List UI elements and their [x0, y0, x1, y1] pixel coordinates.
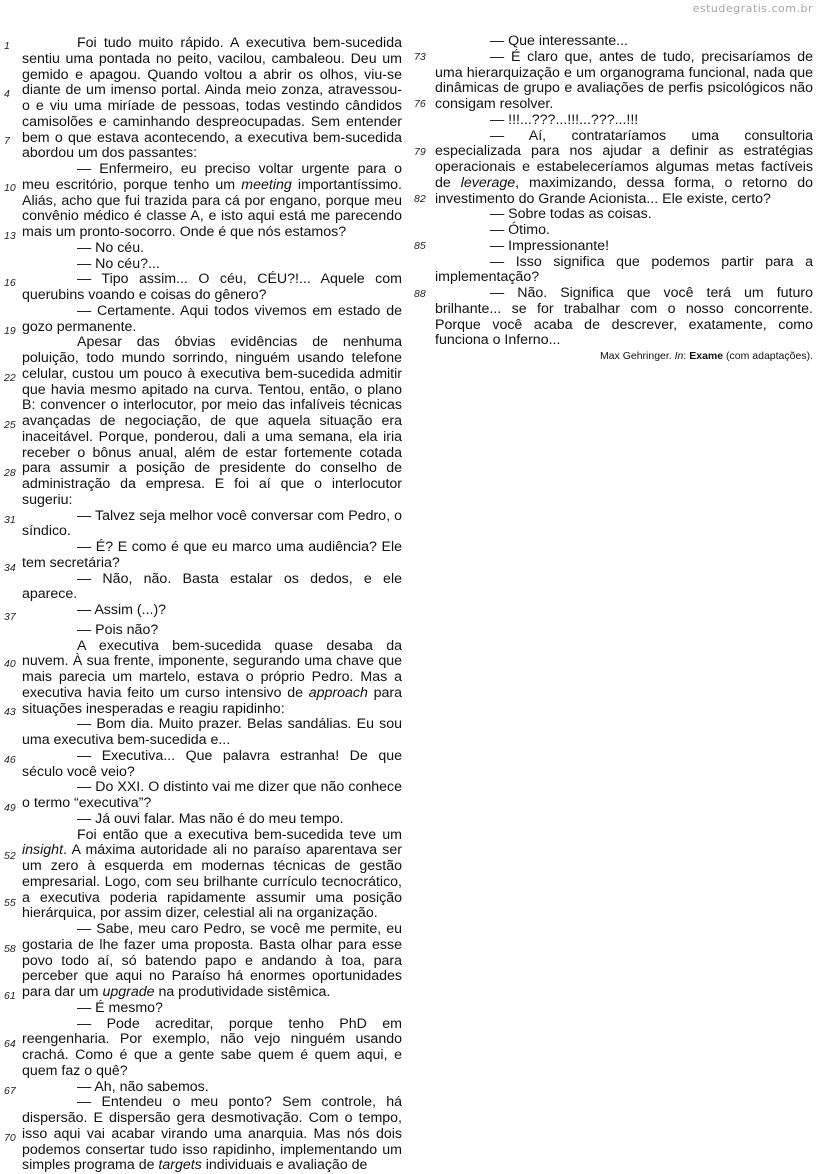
paragraph — [22, 639, 402, 718]
watermark: estudegratis.com.br — [692, 2, 813, 15]
paragraph — [22, 828, 402, 923]
paragraph: Apesar das óbvias evidências de nenhuma poluição, todo mundo sorrindo, ninguém usando telefone celular, custou um pouco à executiva bem-sucedida admitir que havia mesmo apitado na curva. Tentou, então, o plano B: convencer o interlocutor, por meio das infalíveis técnicas avançadas de negociação, de que aquela situação era inaceitável. Porque, ponderou, dali a uma semana, ela iria receber o bônus anual, além de estar fortemente cotada para assumir a posição de presidente do conselho de administração da empresa. E foi aí que o interlocutor sugeriu: — [22, 334, 402, 508]
text-column-right — [435, 34, 813, 349]
line-number: 25 — [4, 419, 16, 431]
paragraph: — Impressionante! — [490, 237, 610, 254]
source-citation — [600, 350, 813, 362]
text-run: Foi então que a executiva bem-sucedida teve um — [77, 826, 402, 843]
line-number: 76 — [414, 98, 426, 110]
line-number: 73 — [414, 51, 426, 63]
paragraph: — É? E como é que eu marco uma audiência? Ele tem secretária? — [22, 539, 402, 571]
line-number: 43 — [4, 706, 16, 718]
text-run: — Sabe, meu caro Pedro, se você me permite, eu gostaria de lhe fazer uma proposta. Basta olhar para esse povo todo aí, só batendo papo e andando à toa, para perceber que aqui no Paraíso há enormes oportunidades para dar um — [22, 921, 402, 1000]
paragraph: — É claro que, antes de tudo, precisaríamos de uma hierarquização e um organograma funcional, nada que dinâmicas de grupo e avaliações de perfis psicológicos não consigam resolver. — [435, 48, 813, 112]
line-number: 22 — [4, 372, 16, 384]
paragraph: — É mesmo? — [77, 999, 163, 1016]
line-number: 31 — [4, 514, 16, 526]
italic-term: upgrade — [102, 984, 155, 1000]
source-note: (com adaptações). — [723, 350, 813, 362]
line-number: 52 — [4, 850, 16, 862]
source-author: Max Gehringer. — [599, 350, 675, 362]
line-number: 16 — [4, 277, 16, 289]
line-number: 85 — [414, 240, 426, 252]
italic-term: targets — [158, 1157, 202, 1174]
paragraph: — Talvez seja melhor você conversar com Pedro, o síndico. — [22, 507, 402, 540]
line-number: 28 — [4, 467, 16, 479]
line-number: 13 — [4, 230, 16, 242]
text-run: na produtividade sistêmica. — [154, 984, 331, 1000]
paragraph: — Não, não. Basta estalar os dedos, e ele aparece. — [22, 570, 402, 603]
italic-term: meeting — [241, 176, 292, 193]
paragraph: — No céu?... — [77, 255, 160, 272]
text-run: — Entendeu o meu ponto? Sem controle, há dispersão. E dispersão gera desmotivação. Com o tempo, isso aqui vai acabar virando uma anarquia. Mas nós dois podemos consertar tudo isso rapidinho, implementando um simples programa de — [22, 1094, 402, 1174]
line-number: 58 — [4, 943, 16, 955]
paragraph: — Já ouvi falar. Mas não é do meu tempo. — [77, 810, 344, 827]
line-number: 82 — [414, 193, 426, 205]
line-number: 55 — [4, 897, 16, 909]
text-run: importantíssimo. Aliás, acho que fui trazida para cá por engano, porque meu convênio médico é classe A, e isto aqui está me parecendo mais um pronto-socorro. Onde é que nós estamos? — [22, 176, 402, 240]
line-number: 46 — [4, 754, 16, 766]
source-publication: Exame — [689, 350, 724, 362]
paragraph: — Não. Significa que você terá um futuro brilhante... se for trabalhar com o nosso concorrente. Porque você acaba de descrever, exatamente, como funciona o Inferno... — [435, 285, 813, 349]
paragraph — [435, 129, 813, 208]
source-colon: : — [683, 350, 690, 362]
italic-term: leverage — [460, 174, 516, 191]
line-number: 67 — [4, 1085, 16, 1097]
italic-term: insight — [22, 842, 64, 859]
line-number: 70 — [4, 1132, 16, 1144]
paragraph: — Certamente. Aqui todos vivemos em estado de gozo permanente. — [22, 302, 402, 335]
line-number: 64 — [4, 1038, 16, 1050]
text-run: . A máxima autoridade ali no paraíso aparentava ser um zero à esquerda em modernas técnicas de gestão empresarial. Logo, com seu brilhante currículo tecnocrático, a executiva poderia rapidamente assumir uma posição hierárquica, por assim dizer, celestial ali na organização. — [22, 842, 402, 922]
paragraph: — Executiva... Que palavra estranha! De que século você veio? — [22, 747, 402, 780]
paragraph — [22, 1095, 402, 1174]
line-number: 37 — [4, 611, 16, 623]
line-number: 10 — [4, 182, 16, 194]
text-run: — Aí, contrataríamos uma consultoria especializada para nos ajudar a definir as estratégias operacionais e estabeleceríamos algumas metas factíveis de — [435, 127, 813, 191]
text-run: individuais e avaliação de — [201, 1157, 368, 1174]
line-number: 1 — [4, 40, 10, 52]
line-number: 7 — [4, 135, 10, 147]
text-run: para situações inesperadas e reagiu rapidinho: — [22, 684, 402, 717]
paragraph: Foi tudo muito rápido. A executiva bem-sucedida sentiu uma pontada no peito, vacilou, cambaleou. Deu um gemido e apagou. Quando voltou a abrir os olhos, viu-se diante de um imenso portal. Ainda meio zonza, atravessou-o e viu uma miríade de pessoas, todas vestindo cândidos camisolões e caminhando despreocupadas. Sem entender bem o que estava acontecendo, a executiva bem-sucedida abordou um dos passantes: — [22, 35, 402, 162]
text-column-left — [22, 36, 402, 1174]
paragraph: — Sobre todas as coisas. — [490, 206, 652, 223]
source-in: In — [674, 350, 684, 362]
line-number: 19 — [4, 325, 16, 337]
paragraph: — No céu. — [77, 239, 145, 256]
paragraph: — Pois não? — [77, 621, 159, 638]
text-run: , maximizando, dessa forma, o retorno do investimento do Grande Acionista... Ele existe, certo? — [435, 174, 813, 207]
line-number: 34 — [4, 562, 16, 574]
line-number: 4 — [4, 88, 10, 100]
paragraph: — Ótimo. — [490, 222, 550, 238]
paragraph: — Bom dia. Muito prazer. Belas sandálias. Eu sou uma executiva bem-sucedida e... — [22, 716, 402, 748]
paragraph: — Ah, não sabemos. — [77, 1078, 209, 1095]
text-run: A executiva bem-sucedida quase desaba da nuvem. À sua frente, imponente, segurando uma chave que mais parecia um martelo, estava o próprio Pedro. Mas a executiva havia feito um curso intensivo de — [22, 637, 402, 701]
paragraph: — Isso significa que podemos partir para a implementação? — [435, 253, 813, 286]
italic-term: approach — [308, 684, 368, 701]
paragraph: — Tipo assim... O céu, CÉU?!... Aquele com querubins voando e coisas do gênero? — [22, 271, 402, 303]
paragraph: — Que interessante... — [490, 33, 629, 49]
paragraph: — !!!...???...!!!...???...!!! — [490, 111, 639, 128]
line-number: 88 — [414, 288, 426, 300]
paragraph: — Assim (...)? — [77, 602, 167, 618]
line-number: 49 — [4, 802, 16, 814]
paragraph — [22, 922, 402, 1001]
line-number: 79 — [414, 146, 426, 158]
paragraph — [22, 162, 402, 241]
text-run: — Enfermeiro, eu preciso voltar urgente para o meu escritório, porque tenho um — [22, 161, 402, 193]
line-number: 61 — [4, 990, 16, 1002]
paragraph: — Do XXI. O distinto vai me dizer que não conhece o termo “executiva”? — [22, 779, 402, 811]
line-number: 40 — [4, 658, 16, 670]
paragraph: — Pode acreditar, porque tenho PhD em reengenharia. Por exemplo, não vejo ninguém usando crachá. Como é que a gente sabe quem é quem aqui, e quem faz o quê? — [22, 1015, 402, 1079]
